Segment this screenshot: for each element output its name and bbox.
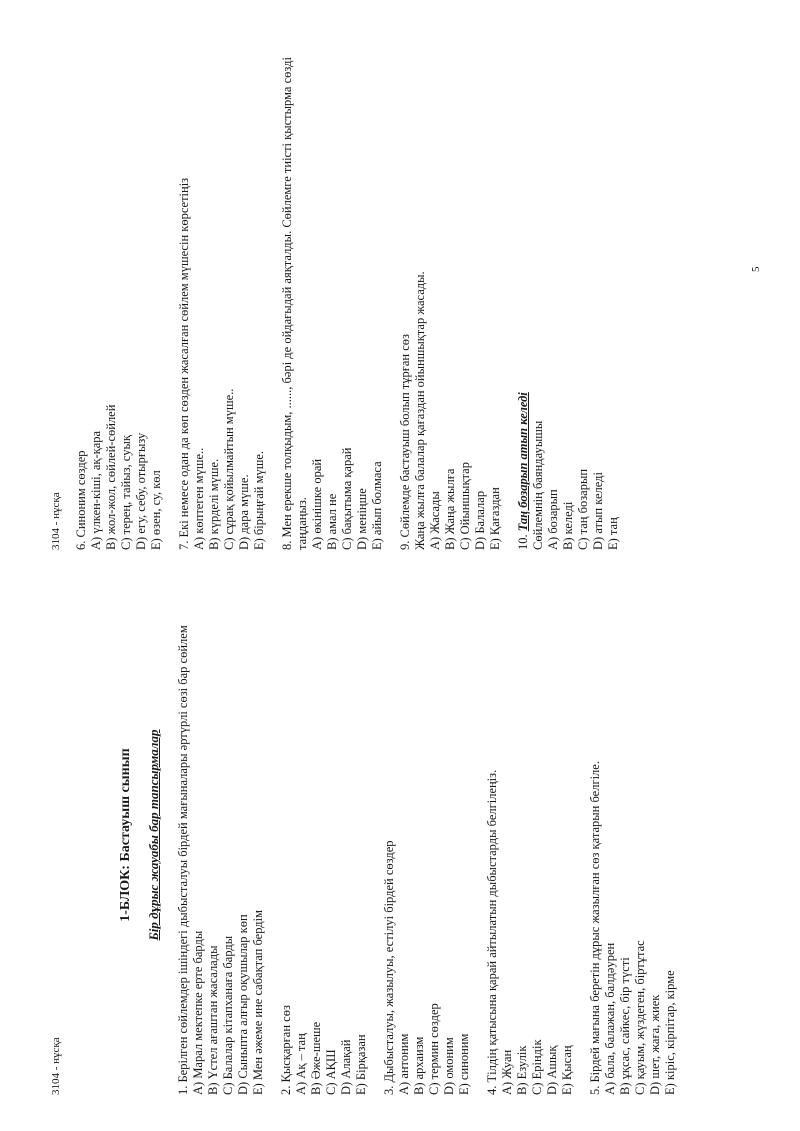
- option-a: A) үлкен-кіші, ақ-қара: [89, 430, 103, 550]
- option-c: C) Балалар кітапханаға барды: [221, 935, 235, 1095]
- variant-label-right: 3104 - нұсқа: [50, 492, 62, 550]
- option-e: E) таң: [606, 517, 620, 550]
- option-b: B) архаизм: [412, 1036, 426, 1095]
- option-e: E) айып болмаса: [370, 461, 384, 550]
- option-d: D) Сыныпта алғыр оқушылар көп: [236, 914, 250, 1095]
- option-e: E) бірыңғай мүше.: [252, 450, 266, 550]
- question-text: 1. Берілген сөйлемдер ішіндегі дыбысталуы бірдей мағыналары әртүрлі сөзі бар сөйлем: [176, 625, 190, 1095]
- question-5: [588, 575, 678, 1095]
- option-b: B) Үстел ағаштан жасалады: [206, 945, 220, 1095]
- option-b: B) жол-жол, сөйлей-сөйлей: [104, 404, 118, 550]
- option-a: A) өкінішке орай: [310, 458, 324, 550]
- section-subtitle: Бір дұрыс жауабы бар тапсырмалар: [146, 729, 161, 941]
- question-9: [398, 30, 503, 550]
- option-a: A) бозарып: [546, 489, 560, 550]
- option-c: C) бақытыма қарай: [340, 447, 354, 550]
- question-text: Сөйлемнің баяндауышы: [531, 420, 545, 550]
- option-b: B) Езулік: [515, 1045, 529, 1095]
- option-e: E) Бірқазан: [354, 1034, 368, 1095]
- option-d: D) Балалар: [473, 490, 487, 550]
- rotated-content: [50, 35, 750, 1095]
- question-10: [516, 30, 621, 550]
- question-1: [176, 575, 266, 1095]
- option-e: E) кіріс, кірпітар, кірме: [663, 970, 677, 1095]
- question-6: [74, 30, 164, 550]
- question-text: 8. Мен ерекше толқыдым, ......, бәрі де ойдағыдай аяқталды. Сөйлемге тиісті қыстырма сөзді таңдаңыз.: [280, 57, 309, 550]
- option-d: D) атып келеді: [591, 472, 605, 550]
- option-b: B) күрделі мүше.: [207, 458, 221, 550]
- option-a: A) антоним: [397, 1033, 411, 1095]
- option-c: C) Еріндік: [530, 1039, 544, 1095]
- question-7: [177, 30, 267, 550]
- option-e: E) өзен, су, көл: [149, 470, 163, 550]
- page-number: 5: [750, 266, 762, 272]
- option-a: A) Марал мектепке ерте барды: [191, 930, 205, 1095]
- left-column: [50, 575, 691, 1095]
- option-d: D) Ашық: [545, 1045, 559, 1095]
- option-b: B) Жаңа жылға: [443, 468, 457, 550]
- option-a: A) көптеген мүше..: [192, 447, 206, 550]
- right-column: [50, 30, 634, 550]
- option-c: C) қауым, жүздеген, біртұтас: [633, 940, 647, 1095]
- option-e: E) Мен әжеме ине сабақтап бердім: [251, 909, 265, 1095]
- question-2: [279, 575, 369, 1095]
- option-d: D) омоним: [442, 1037, 456, 1095]
- option-c: C) АҚШ: [324, 1049, 338, 1095]
- question-text: 3. Дыбысталуы, жазылуы, естілуі бірдей сөздер: [382, 840, 396, 1095]
- question-number: 10.: [516, 534, 530, 550]
- block-title: 1-БЛОК: Бастауыш сынып: [118, 748, 133, 922]
- variant-label-left: 3104 - нұсқа: [50, 1037, 62, 1095]
- option-a: A) Жасады: [428, 491, 442, 550]
- question-4: [485, 575, 575, 1095]
- option-e: E) синоним: [457, 1033, 471, 1095]
- option-d: D) дара мүше.: [237, 474, 251, 550]
- question-sentence: Жаңа жылға балалар қағаздан ойыншықтар жасады.: [413, 271, 427, 550]
- option-d: D) Алақай: [339, 1039, 353, 1095]
- option-c: C) Ойыншықтар: [458, 462, 472, 550]
- question-text: 4. Тілдің қатысына қарай айтылатын дыбыстарды белгілеңіз.: [485, 769, 499, 1095]
- question-3: [382, 575, 472, 1095]
- option-b: B) амал не: [325, 493, 339, 550]
- option-b: B) Әже-шеше: [309, 1021, 323, 1095]
- option-a: A) Жуан: [500, 1049, 514, 1095]
- option-a: A) Ақ – таң: [294, 1033, 308, 1095]
- question-text: 5. Бірдей мағына беретін дұрыс жазылған сөз қатарын белгіле.: [588, 761, 602, 1095]
- question-text: 2. Қысқарған сөз: [279, 1005, 293, 1095]
- question-8: [280, 30, 385, 550]
- option-c: C) сұрақ қойылмайтын мүше..: [222, 388, 236, 550]
- question-header: [516, 30, 531, 550]
- option-a: A) бала, балажан, балдәурен: [603, 942, 617, 1095]
- option-b: B) келеді: [561, 501, 575, 550]
- option-d: D) шет, жаға, жиек: [648, 994, 662, 1095]
- option-c: C) термин сөздер: [427, 1003, 441, 1095]
- question-text: 7. Екі немесе одан да көп сөзден жасалған сөйлем мүшесін көрсетіңіз: [177, 177, 191, 550]
- underlined-sentence: Таң бозарып атып келеді: [516, 392, 530, 532]
- option-d: D) егу, себу, отырғызу: [134, 432, 148, 550]
- option-d: D) меніңше: [355, 488, 369, 550]
- option-b: B) ұқсас, сайкес, бір түсті: [618, 957, 632, 1095]
- option-e: E) Қағаздан: [488, 487, 502, 550]
- option-c: C) таң бозарып: [576, 468, 590, 550]
- option-e: E) Қысаң: [560, 1045, 574, 1095]
- option-c: C) терең, тайыз, суық: [119, 435, 133, 550]
- question-text: 9. Сөйлемде бастауыш болып тұрған сөз: [398, 334, 412, 550]
- question-text: 6. Синоним сөздер: [74, 450, 88, 550]
